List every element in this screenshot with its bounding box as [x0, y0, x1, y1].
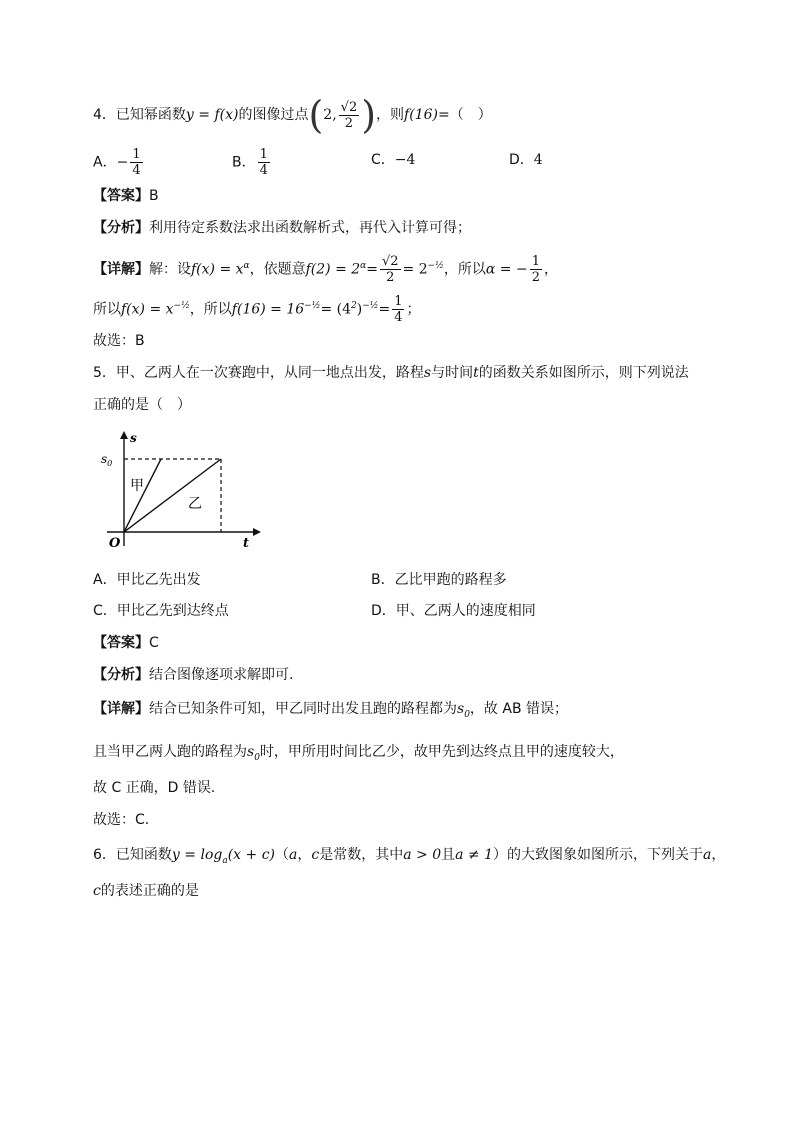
q4-stem-text-b: 的图像过点	[238, 107, 309, 123]
q4-option-a-key: A．	[93, 154, 117, 171]
q4-detail-eq1-exp: α	[360, 261, 367, 271]
q4-line2-4-exp: 2	[351, 301, 357, 311]
q4-stem	[93, 93, 492, 137]
q5-stem-t: t	[473, 365, 479, 381]
q5-analysis-text: 结合图像逐项求解即可.	[149, 667, 294, 683]
q4-left-paren: (	[308, 93, 324, 137]
q5-option-c-text: 甲比乙先到达终点	[116, 603, 229, 619]
q4-detail-text-a: 解：设	[149, 261, 191, 278]
q4-option-c	[371, 150, 415, 170]
q4-line2-close: )	[356, 301, 363, 318]
q5-option-d	[371, 601, 536, 621]
q5-detail-tag: 【详解】	[93, 701, 149, 717]
q4-line2-num: 1	[394, 294, 403, 310]
q4-stem-text-d: =（ ）	[437, 107, 492, 123]
q4-line2-fx-exp: −½	[173, 301, 190, 311]
q5-stem-text-c: 的函数关系如图所示，则下列说法	[478, 365, 689, 381]
q4-detail-sqrt-num: √2	[381, 254, 399, 270]
q4-point-y-fraction	[339, 100, 360, 131]
q4-option-b	[232, 147, 272, 178]
q6-stem-text-f: ）的大致图象如图所示，下列关于	[493, 847, 703, 863]
q5-option-d-key: D．	[371, 603, 396, 619]
q4-detail-text-c: ，所以	[443, 261, 486, 278]
q4-analysis-tag: 【分析】	[93, 220, 149, 236]
q6-cond2: a ≠ 1	[455, 847, 493, 863]
q6-stem-line2	[93, 881, 199, 901]
q5-detail	[93, 699, 568, 725]
q5-option-d-text: 甲、乙两人的速度相同	[395, 603, 536, 619]
q5-graph-jia-label: 甲	[130, 478, 144, 494]
q6-stem-text-d: 是常数，其中	[319, 847, 404, 863]
q4-line2-eq2: =	[378, 301, 391, 318]
q5-graph	[95, 428, 270, 553]
q5-option-a	[93, 570, 201, 590]
q6-a2: a	[703, 847, 712, 863]
q4-option-c-key: C．	[371, 152, 395, 168]
q4-option-d-key: D．	[509, 152, 534, 168]
q5-option-c	[93, 601, 229, 621]
q4-choose	[93, 331, 145, 351]
q4-stem-text-c: ，则	[376, 107, 405, 123]
q4-detail-fx: f(x) = x	[191, 261, 244, 278]
q4-detail-text-b: ，依题意	[249, 261, 306, 278]
q4-option-a	[93, 147, 145, 178]
q4-option-b-fraction	[258, 147, 270, 178]
q4-detail-eq2: = 2	[402, 261, 428, 278]
q6-cond1: a > 0	[403, 847, 442, 863]
q4-detail-alpha-num: 1	[531, 254, 541, 270]
q5-option-b-text: 乙比甲跑的路程多	[394, 572, 507, 588]
q4-detail	[93, 250, 559, 286]
q6-function-arg: (x + c)	[227, 847, 276, 863]
q4-line2-text-a: 所以	[93, 301, 121, 318]
q6-stem-text-b: （	[275, 847, 290, 863]
q5-graph-s0-sub: 0	[107, 459, 113, 468]
q5-option-b-key: B．	[371, 572, 395, 588]
q5-stem-line2-text: 正确的是（ ）	[93, 397, 191, 413]
q4-option-b-den: 4	[259, 163, 268, 178]
q6-stem-text-a: 6．已知函数	[93, 847, 172, 863]
q4-point-y-num: √2	[340, 99, 358, 115]
q5-graph-x-label: t	[243, 536, 250, 551]
q4-point-x: 2,	[323, 107, 337, 123]
q5-line2-text-a: 且当甲乙两人跑的路程为	[93, 744, 247, 760]
q4-detail-alpha-den: 2	[531, 270, 541, 286]
q4-detail-sqrt-den: 2	[386, 270, 395, 286]
q4-option-b-num: 1	[259, 147, 268, 162]
q4-function: y = f(x)	[185, 107, 239, 123]
q5-analysis-tag: 【分析】	[93, 667, 149, 683]
q5-answer-tag: 【答案】	[93, 635, 149, 651]
q4-detail-end: ，	[544, 261, 559, 278]
q6-stem	[93, 845, 725, 871]
q4-line2-fraction	[392, 294, 404, 325]
q4-stem-text-a: 4．已知幂函数	[93, 107, 186, 123]
q6-a1: a	[289, 847, 298, 863]
q4-detail-eq1: f(2) = 2	[305, 261, 361, 278]
q4-detail-eq2-exp: −½	[427, 261, 444, 271]
q4-choose-text: 故选：B	[93, 333, 145, 349]
q6-stem-text-g: ，	[711, 847, 726, 863]
q5-stem-s: s	[423, 365, 432, 381]
q5-choose-text: 故选：C.	[93, 812, 150, 828]
q4-detail-line2	[93, 290, 421, 326]
q5-graph-yi-label: 乙	[188, 496, 202, 512]
q4-option-b-key: B．	[232, 154, 256, 171]
q6-c1: c	[311, 847, 320, 863]
q5-stem	[93, 363, 689, 383]
q4-answer-tag: 【答案】	[93, 188, 149, 204]
q4-detail-alpha: α = −	[485, 261, 528, 278]
q4-line2-f16: f(16) = 16	[231, 301, 305, 318]
q4-option-a-fraction	[130, 147, 142, 178]
q6-stem-text-c: ，	[297, 847, 312, 863]
q4-line2-end: ；	[406, 301, 421, 318]
q6-line2-text: 的表述正确的是	[100, 883, 199, 899]
q4-f16: f(16)	[404, 107, 438, 123]
q5-stem-line2	[93, 395, 191, 415]
q5-stem-text-a: 5．甲、乙两人在一次赛跑中，从同一地点出发，路程	[93, 365, 424, 381]
q4-option-c-text: −4	[394, 152, 416, 168]
q5-line2-s0: s	[247, 744, 255, 760]
q6-stem-text-e: 且	[441, 847, 456, 863]
q4-answer-value: B	[149, 188, 159, 204]
q4-option-d	[509, 150, 543, 170]
q5-option-a-key: A．	[93, 572, 117, 588]
q4-option-a-den: 4	[132, 163, 141, 178]
q5-answer	[93, 633, 159, 653]
q5-detail-s0: s	[457, 701, 465, 717]
q5-option-a-text: 甲比乙先出发	[116, 572, 201, 588]
q4-analysis-text: 利用待定系数法求出函数解析式，再代入计算可得；	[149, 220, 471, 236]
q4-right-paren: )	[361, 93, 377, 137]
q4-option-a-num: 1	[132, 147, 141, 162]
q5-graph-s0-label	[101, 452, 112, 468]
q5-graph-y-label: s	[130, 431, 137, 445]
q5-analysis	[93, 665, 293, 685]
q5-stem-text-b: 与时间	[431, 365, 474, 381]
q5-answer-value: C	[149, 635, 159, 651]
q4-line2-eq: = (4	[320, 301, 351, 318]
q5-option-c-key: C．	[93, 603, 117, 619]
q5-graph-origin: O	[109, 536, 121, 551]
q5-detail-text-b: ，故 AB 错误；	[469, 701, 569, 717]
q4-point-y-den: 2	[344, 115, 354, 131]
q4-option-a-sign: −	[116, 154, 129, 171]
q5-choose	[93, 810, 149, 830]
q5-detail-text-a: 结合已知条件可知，甲乙同时出发且跑的路程都为	[149, 701, 457, 717]
q5-line2-text-b: 时，甲所用时间比乙少，故甲先到达终点且甲的速度较大，	[259, 744, 624, 760]
q4-detail-eq1-eq: =	[366, 261, 378, 278]
q4-line2-fx: f(x) = x	[121, 301, 174, 318]
q4-line2-text-b: ，所以	[189, 301, 232, 318]
q5-graph-x-arrow	[253, 528, 261, 536]
q4-detail-fx-exp: α	[243, 261, 250, 271]
q4-line2-close-exp: −½	[362, 301, 379, 311]
q4-detail-tag: 【详解】	[93, 261, 149, 278]
q4-answer	[93, 186, 159, 206]
q6-function: y = log	[171, 847, 223, 863]
q4-line2-f16-exp: −½	[304, 301, 321, 311]
q5-detail-s0-sub: 0	[464, 709, 470, 720]
q5-graph-y-arrow	[120, 431, 128, 439]
q5-graph-yi-line	[124, 459, 221, 532]
q5-detail-line2	[93, 742, 624, 768]
q5-line3-text: 故 C 正确，D 错误.	[93, 780, 216, 796]
q4-option-d-text: 4	[533, 152, 543, 168]
q5-graph-s0-letter: s	[101, 452, 108, 466]
q6-function-base: a	[222, 855, 228, 866]
q4-analysis	[93, 218, 471, 238]
q5-option-b	[371, 570, 507, 590]
q6-line2-c: c	[93, 883, 101, 899]
q5-line2-s0-sub: 0	[254, 752, 260, 763]
q5-graph-jia-line	[124, 459, 161, 532]
q4-detail-sqrt-fraction	[380, 254, 401, 285]
q4-detail-alpha-fraction	[530, 254, 542, 285]
q5-detail-line3	[93, 778, 215, 798]
q4-line2-den: 4	[394, 310, 403, 326]
